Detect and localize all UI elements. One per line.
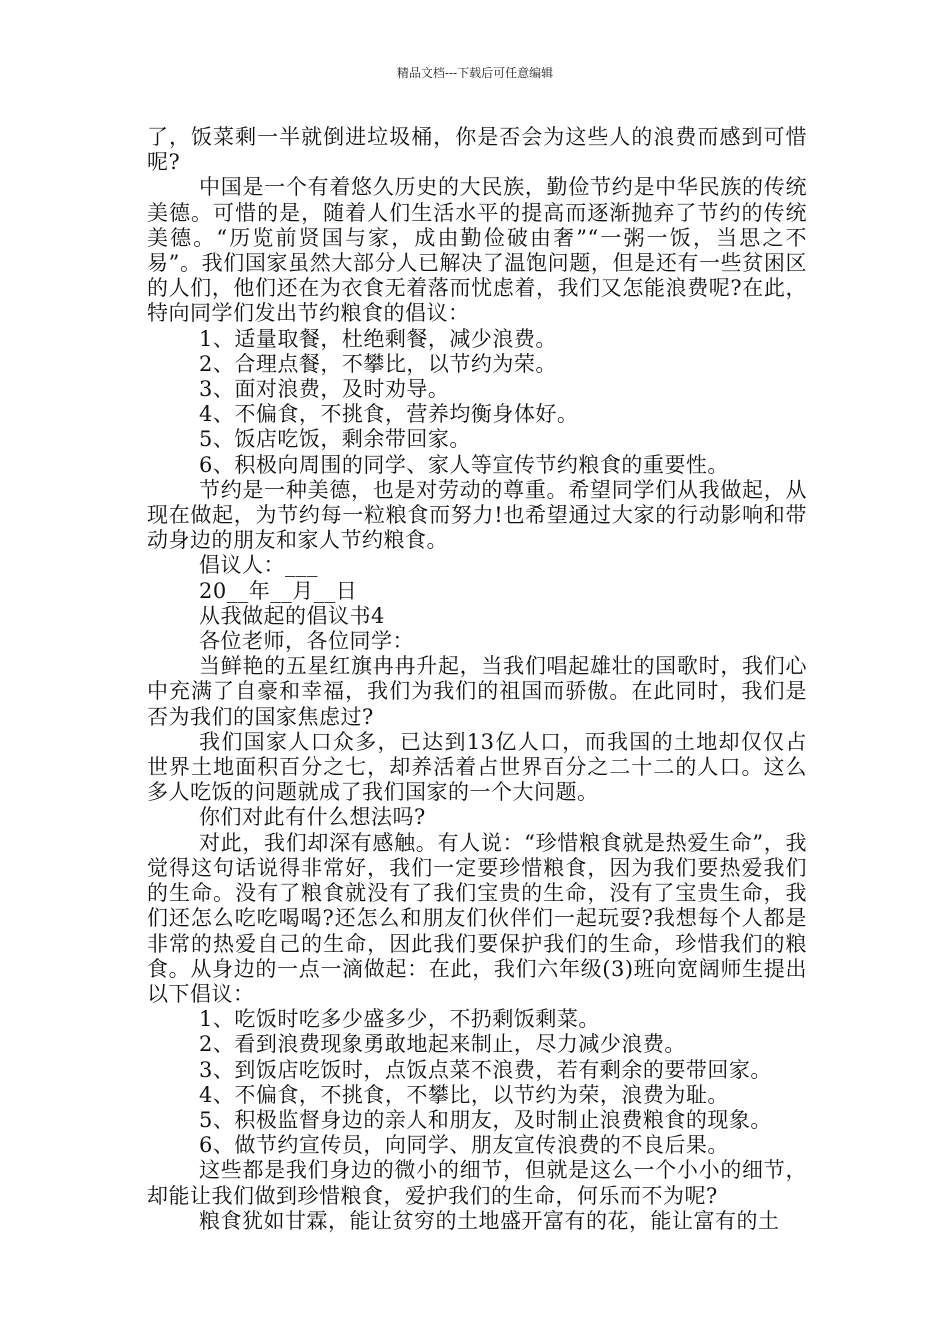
signature-line: 倡议人：___ <box>199 553 318 578</box>
paragraph: 这些都是我们身边的微小的细节，但就是这么一个小小的细节，却能让我们做到珍惜粮食，爱护我们的生命，何乐而不为呢? <box>147 1158 807 1208</box>
list-item: 5、积极监督身边的亲人和朋友，及时制止浪费粮食的现象。 <box>199 1107 772 1132</box>
list-item: 2、看到浪费现象勇敢地起来制止，尽力减少浪费。 <box>199 1032 686 1057</box>
paragraph-continuation: 了，饭菜剩一半就倒进垃圾桶，你是否会为这些人的浪费而感到可惜呢? <box>147 125 807 175</box>
list-item: 6、做节约宣传员，向同学、朋友宣传浪费的不良后果。 <box>199 1133 729 1158</box>
list-item: 1、适量取餐，杜绝剩餐，减少浪费。 <box>199 326 557 351</box>
paragraph: 你们对此有什么想法吗? <box>199 805 426 830</box>
paragraph: 中国是一个有着悠久历史的大民族，勤俭节约是中华民族的传统美德。可惜的是，随着人们生活水平的提高而逐渐抛弃了节约的传统美德。“历览前贤国与家，成由勤俭破由奢”“一粥一饭，当思之不易”。我们国家虽然大部分人已解决了温饱问题，但是还有一些贫困区的人们，他们还在为衣食无着落而忧虑着，我们又怎能浪费呢?在此，特向同学们发出节约粮食的倡议： <box>147 175 807 326</box>
list-item: 6、积极向周围的同学、家人等宣传节约粮食的重要性。 <box>199 452 729 477</box>
list-item: 2、合理点餐，不攀比，以节约为荣。 <box>199 351 557 376</box>
list-item: 3、面对浪费，及时劝导。 <box>199 377 450 402</box>
list-item: 1、吃饭时吃多少盛多少，不扔剩饭剩菜。 <box>199 1007 600 1032</box>
list-item: 4、不偏食，不挑食，不攀比，以节约为荣，浪费为耻。 <box>199 1082 729 1107</box>
list-item: 5、饭店吃饭，剩余带回家。 <box>199 427 471 452</box>
paragraph: 粮食犹如甘霖，能让贫穷的土地盛开富有的花，能让富有的土 <box>199 1208 780 1233</box>
paragraph: 当鲜艳的五星红旗冉冉升起，当我们唱起雄壮的国歌时，我们心中充满了自豪和幸福，我们为我们的祖国而骄傲。在此同时，我们是否为我们的国家焦虑过? <box>147 654 807 729</box>
list-item: 3、到饭店吃饭时，点饭点菜不浪费，若有剩余的要带回家。 <box>199 1057 772 1082</box>
date-line: 20__年__月__日 <box>199 578 358 603</box>
page-header: 精品文档---下载后可任意编辑 <box>396 66 554 80</box>
list-item: 4、不偏食，不挑食，营养均衡身体好。 <box>199 402 579 427</box>
paragraph: 节约是一种美德，也是对劳动的尊重。希望同学们从我做起，从现在做起，为节约每一粒粮食而努力!也希望通过大家的行动影响和带动身边的朋友和家人节约粮食。 <box>147 477 807 553</box>
document-body <box>147 125 807 1234</box>
salutation: 各位老师，各位同学： <box>199 629 414 654</box>
paragraph: 对此，我们却深有感触。有人说：“珍惜粮食就是热爱生命”，我觉得这句话说得非常好，我们一定要珍惜粮食，因为我们要热爱我们的生命。没有了粮食就没有了我们宝贵的生命，没有了宝贵生命，我们还怎么吃吃喝喝?还怎么和朋友们伙伴们一起玩耍?我想每个人都是非常的热爱自己的生命，因此我们要保护我们的生命，珍惜我们的粮食。从身边的一点一滴做起：在此，我们六年级(3)班向宽阔师生提出以下倡议： <box>147 830 807 1006</box>
section-title: 从我做起的倡议书4 <box>199 603 385 628</box>
paragraph: 我们国家人口众多，已达到13亿人口，而我国的土地却仅仅占世界土地面积百分之七，却养活着占世界百分之二十二的人口。这么多人吃饭的问题就成了我们国家的一个大问题。 <box>147 729 807 805</box>
